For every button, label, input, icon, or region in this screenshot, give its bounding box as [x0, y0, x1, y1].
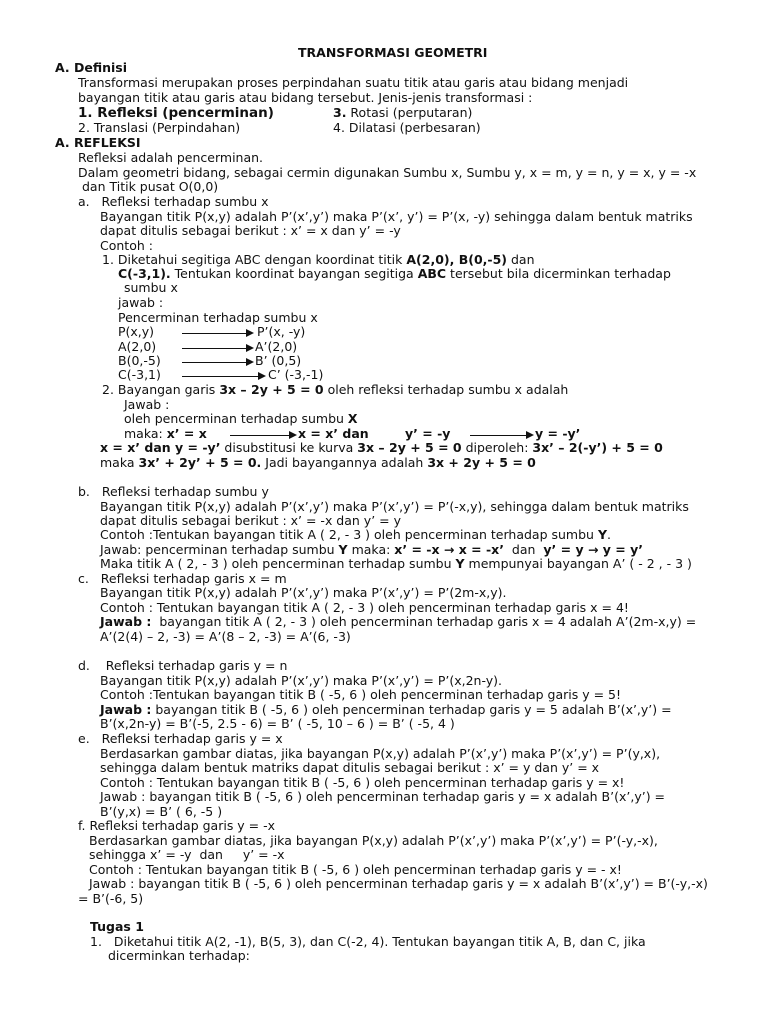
- a-line-1: Bayangan titik P(x,y) adalah P’(x’,y’) maka P’(x’, y’) = P’(x, -y) sehingga dalam bentuk matriks: [100, 209, 693, 224]
- a-question-2-step-result-x: x = x’ dan: [298, 426, 369, 441]
- c-line-1: Bayangan titik P(x,y) adalah P’(x’,y’) maka P’(x’,y’) = P’(2m-x,y).: [100, 585, 507, 600]
- b-line-5: Maka titik A ( 2, - 3 ) oleh pencerminan terhadap sumbu Y mempunyai bayangan A’ ( - 2 , - 3 ): [100, 556, 692, 571]
- subsection-b-heading: b. Refleksi terhadap sumbu y: [78, 484, 269, 499]
- page-title: TRANSFORMASI GEOMETRI: [298, 45, 488, 60]
- refleksi-line-3: dan Titik pusat O(0,0): [82, 179, 219, 194]
- type-refleksi: 1. Refleksi (pencerminan): [78, 105, 274, 121]
- a-question-2-jawab: Jawab :: [124, 397, 170, 412]
- a-question-1-line-3: sumbu x: [124, 280, 178, 295]
- mapping-to: P’(x, -y): [257, 324, 306, 339]
- f-line-2: sehingga x’ = -y dan y’ = -x: [89, 847, 285, 862]
- right-arrow-icon: [182, 348, 252, 349]
- mapping-to: A’(2,0): [255, 339, 298, 354]
- f-line-4: Jawab : bayangan titik B ( -5, 6 ) oleh pencerminan terhadap garis y = x adalah B’(x’,y’) = B’(-y,-x): [89, 876, 708, 891]
- a-question-2-step-result-y: y = -y’: [535, 426, 581, 441]
- e-line-3: Contoh : Tentukan bayangan titik B ( -5, 6 ) oleh pencerminan terhadap garis y = x!: [100, 775, 625, 790]
- section-definisi-heading: A. Definisi: [55, 60, 128, 75]
- e-line-4: Jawab : bayangan titik B ( -5, 6 ) oleh pencerminan terhadap garis y = x adalah B’(x’,y’) =: [100, 789, 666, 804]
- refleksi-line-1: Refleksi adalah pencerminan.: [78, 150, 264, 165]
- f-line-5: = B’(-6, 5): [78, 891, 144, 906]
- d-line-2: Contoh :Tentukan bayangan titik B ( -5, 6 ) oleh pencerminan terhadap garis y = 5!: [100, 687, 622, 702]
- type-rotasi: 3. Rotasi (perputaran): [333, 105, 473, 120]
- mapping-from: A(2,0): [118, 339, 157, 354]
- d-line-3: Jawab : bayangan titik B ( -5, 6 ) oleh pencerminan terhadap garis y = 5 adalah B’(x’,y’) =: [100, 702, 672, 717]
- a-question-2-line-1: oleh pencerminan terhadap sumbu X: [124, 411, 358, 426]
- mapping-to: B’ (0,5): [255, 353, 302, 368]
- tugas-line-2: dicerminkan terhadap:: [108, 948, 250, 963]
- b-line-4: Jawab: pencerminan terhadap sumbu Y maka: x’ = -x → x = -x’ dan y’ = y → y = y’: [100, 542, 643, 557]
- right-arrow-icon: [182, 376, 264, 377]
- a-question-2-step-label: maka: x’ = x: [124, 426, 207, 441]
- right-arrow-icon: [470, 435, 532, 436]
- tugas-heading: Tugas 1: [90, 919, 144, 934]
- mapping-from: C(-3,1): [118, 367, 161, 382]
- subsection-c-heading: c. Refleksi terhadap garis x = m: [78, 571, 287, 586]
- e-line-1: Berdasarkan gambar diatas, jika bayangan P(x,y) adalah P’(x’,y’) maka P’(x’,y’) = P’(y,x),: [100, 746, 661, 761]
- c-line-2: Contoh : Tentukan bayangan titik A ( 2, - 3 ) oleh pencerminan terhadap garis x = 4!: [100, 600, 629, 615]
- a-question-2-step-y: y’ = -y: [405, 426, 451, 441]
- a-jawab: jawab :: [118, 295, 164, 310]
- a-question-2-substitution: x = x’ dan y = -y’ disubstitusi ke kurva 3x – 2y + 5 = 0 diperoleh: 3x’ – 2(-y’) + 5 = 0: [100, 440, 663, 455]
- subsection-a-heading: a. Refleksi terhadap sumbu x: [78, 194, 269, 209]
- d-line-4: B’(x,2n-y) = B’(-5, 2.5 - 6) = B’ ( -5, 10 – 6 ) = B’ ( -5, 4 ): [100, 716, 455, 731]
- refleksi-line-2: Dalam geometri bidang, sebagai cermin digunakan Sumbu x, Sumbu y, x = m, y = n, y = x, y = -x: [78, 165, 697, 180]
- b-line-2: dapat ditulis sebagai berikut : x’ = -x dan y’ = y: [100, 513, 401, 528]
- subsection-d-heading: d. Refleksi terhadap garis y = n: [78, 658, 288, 673]
- a-pencerminan-label: Pencerminan terhadap sumbu x: [118, 310, 318, 325]
- right-arrow-icon: [182, 333, 252, 334]
- f-line-1: Berdasarkan gambar diatas, jika bayangan P(x,y) adalah P’(x’,y’) maka P’(x’,y’) = P’(-y,-x),: [89, 833, 658, 848]
- type-translasi: 2. Translasi (Perpindahan): [78, 120, 241, 135]
- definisi-line-2: bayangan titik atau garis atau bidang tersebut. Jenis-jenis transformasi :: [78, 90, 533, 105]
- f-line-3: Contoh : Tentukan bayangan titik B ( -5, 6 ) oleh pencerminan terhadap garis y = - x!: [89, 862, 622, 877]
- a-question-1-line-2: C(-3,1). Tentukan koordinat bayangan segitiga ABC tersebut bila dicerminkan terhadap: [118, 266, 671, 281]
- c-line-3: Jawab : bayangan titik A ( 2, - 3 ) oleh pencerminan terhadap garis x = 4 adalah A’(2m-x,y) =: [100, 614, 697, 629]
- mapping-from: B(0,-5): [118, 353, 161, 368]
- a-contoh: Contoh :: [100, 238, 153, 253]
- mapping-from: P(x,y): [118, 324, 155, 339]
- d-line-1: Bayangan titik P(x,y) adalah P’(x’,y’) maka P’(x’,y’) = P’(x,2n-y).: [100, 673, 502, 688]
- subsection-e-heading: e. Refleksi terhadap garis y = x: [78, 731, 283, 746]
- a-line-2: dapat ditulis sebagai berikut : x’ = x dan y’ = -y: [100, 223, 401, 238]
- e-line-2: sehingga dalam bentuk matriks dapat ditulis sebagai berikut : x’ = y dan y’ = x: [100, 760, 600, 775]
- a-question-2-result: maka 3x’ + 2y’ + 5 = 0. Jadi bayangannya adalah 3x + 2y + 5 = 0: [100, 455, 536, 470]
- c-line-4: A’(2(4) – 2, -3) = A’(8 – 2, -3) = A’(6, -3): [100, 629, 351, 644]
- right-arrow-icon: [230, 435, 295, 436]
- a-question-1-line-1: 1. Diketahui segitiga ABC dengan koordinat titik A(2,0), B(0,-5) dan: [102, 252, 535, 267]
- definisi-line-1: Transformasi merupakan proses perpindahan suatu titik atau garis atau bidang menjadi: [78, 75, 629, 90]
- section-refleksi-heading: A. REFLEKSI: [55, 135, 141, 150]
- b-line-3: Contoh :Tentukan bayangan titik A ( 2, - 3 ) oleh pencerminan terhadap sumbu Y.: [100, 527, 611, 542]
- tugas-line-1: 1. Diketahui titik A(2, -1), B(5, 3), dan C(-2, 4). Tentukan bayangan titik A, B, dan C, jika: [90, 934, 646, 949]
- subsection-f-heading: f. Refleksi terhadap garis y = -x: [78, 818, 276, 833]
- a-question-2: 2. Bayangan garis 3x – 2y + 5 = 0 oleh refleksi terhadap sumbu x adalah: [102, 382, 569, 397]
- e-line-5: B’(y,x) = B’ ( 6, -5 ): [100, 804, 223, 819]
- type-dilatasi: 4. Dilatasi (perbesaran): [333, 120, 481, 135]
- b-line-1: Bayangan titik P(x,y) adalah P’(x’,y’) maka P’(x’,y’) = P’(-x,y), sehingga dalam bentuk matriks: [100, 499, 689, 514]
- right-arrow-icon: [182, 362, 252, 363]
- mapping-to: C’ (-3,-1): [268, 367, 324, 382]
